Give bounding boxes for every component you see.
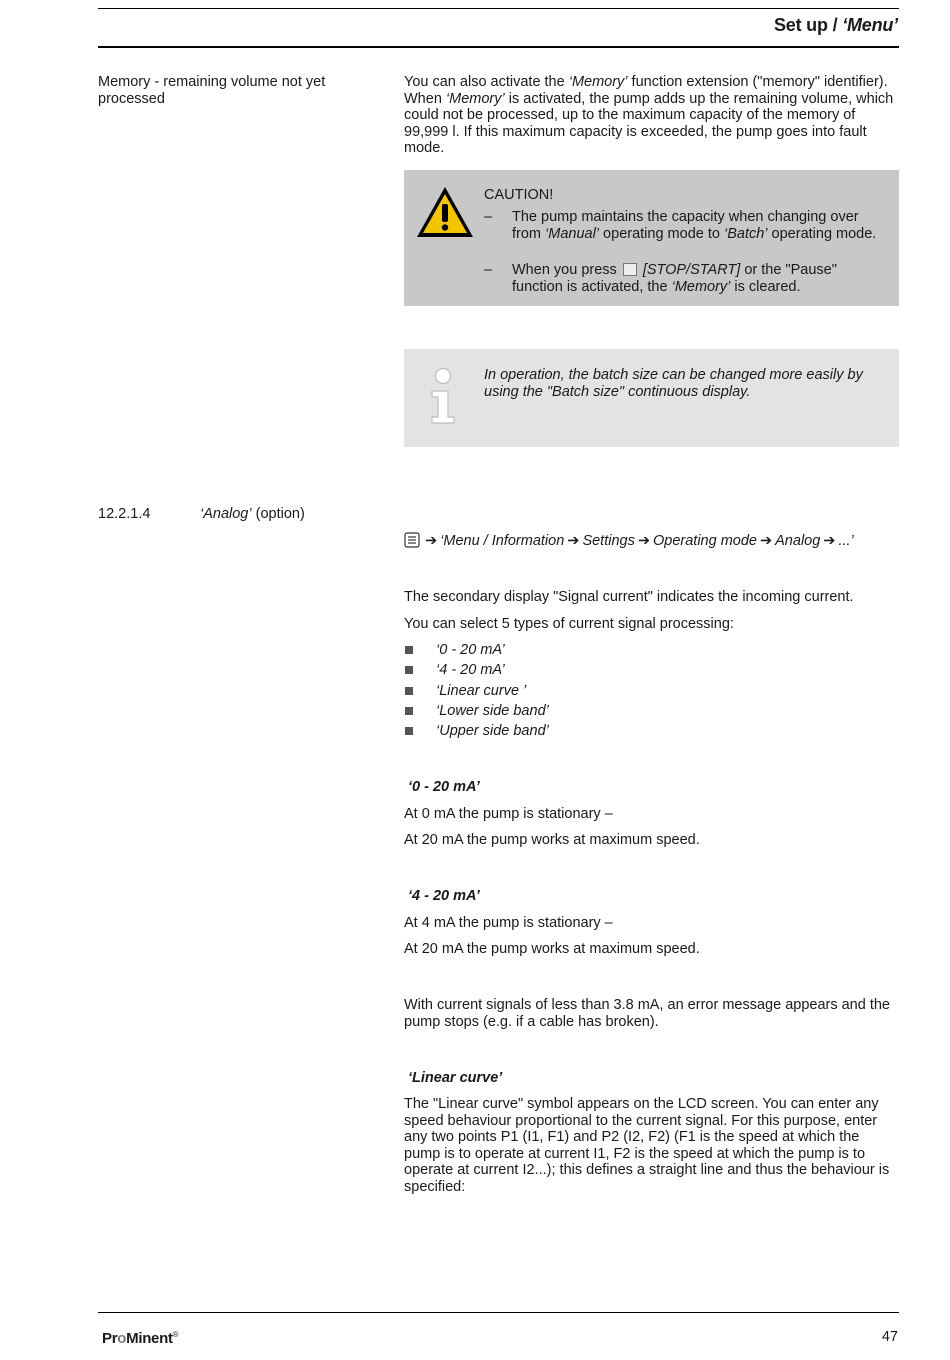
memory-side-heading: Memory - remaining volume not yet processed [98, 74, 326, 107]
menu-path: ➔ ‘Menu / Information ➔ Settings ➔ Operating mode ➔ Analog ➔ ...’ [404, 532, 854, 549]
arrow-right-icon: ➔ [425, 533, 438, 549]
warning-triangle-icon [414, 184, 476, 240]
caution-item-2: – When you press [STOP/START] or the "Pause" function is activated, the ‘Memory’ is cleared. [484, 262, 837, 295]
bullet-square-icon [405, 707, 413, 715]
footer-rule [98, 1312, 899, 1313]
page-header-title: Set up / ‘Menu’ [773, 15, 898, 35]
subheading-0-20ma: ‘0 - 20 mA’ [408, 779, 480, 795]
prominent-logo: ProMinent® [102, 1330, 179, 1347]
paragraph-20ma-b: At 20 mA the pump works at maximum speed. [404, 941, 700, 957]
error-paragraph: With current signals of less than 3.8 mA, an error message appears and the pump stops (e.g. if a cable has broken). [404, 997, 890, 1030]
paragraph-20ma-a: At 20 mA the pump works at maximum speed. [404, 832, 700, 848]
bullet-square-icon [405, 687, 413, 695]
bullet-square-icon [405, 666, 413, 674]
info-note-text: In operation, the batch size can be changed more easily by using the "Batch size" continuous display. [484, 367, 863, 400]
header-rule [98, 46, 899, 48]
bullet-square-icon [405, 646, 413, 654]
arrow-right-icon: ➔ [637, 533, 650, 549]
paragraph-4ma: At 4 mA the pump is stationary – [404, 915, 613, 931]
section-number: 12.2.1.4 [98, 506, 151, 522]
stop-start-key-icon [623, 263, 637, 276]
page-number: 47 [881, 1329, 898, 1345]
linear-curve-paragraph: The "Linear curve" symbol appears on the LCD screen. You can enter any speed behaviour proportional to the current signal. For this purpose, enter any two points P1 (I1, F1) and P2 (I2, F2) (F1 is the speed at which the pump is to operate at current I1, F2 is the speed at which the pump is to operate at current I2...); this defines a straight line and thus the behaviour is specified: [404, 1096, 890, 1195]
subheading-4-20ma: ‘4 - 20 mA’ [408, 888, 480, 904]
paragraph-0ma: At 0 mA the pump is stationary – [404, 806, 613, 822]
subheading-linear-curve: ‘Linear curve’ [408, 1070, 503, 1086]
caution-title: CAUTION! [484, 187, 554, 203]
memory-paragraph: You can also activate the ‘Memory’ function extension ("memory" identifier). When ‘Memory’ is activated, the pump adds up the remaining volume, which could not be processed, up to the maximum capacity of the memory of 99,999 l. If this maximum capacity is exceeded, the pump goes into fault mode. [404, 74, 894, 157]
select-types-paragraph: You can select 5 types of current signal processing: [404, 616, 734, 632]
info-note-box [404, 349, 899, 447]
arrow-right-icon: ➔ [823, 533, 836, 549]
arrow-right-icon: ➔ [567, 533, 580, 549]
top-rule [98, 8, 899, 9]
caution-box [404, 170, 899, 306]
info-icon [426, 367, 460, 425]
menu-list-icon [404, 532, 420, 548]
arrow-right-icon: ➔ [759, 533, 773, 549]
bullet-square-icon [405, 727, 413, 735]
signal-current-paragraph: The secondary display "Signal current" indicates the incoming current. [404, 589, 854, 605]
section-title: ‘Analog’ (option) [200, 506, 305, 522]
caution-item-1: – The pump maintains the capacity when changing over from ‘Manual’ operating mode to ‘Batch’ operating mode. [484, 209, 877, 242]
